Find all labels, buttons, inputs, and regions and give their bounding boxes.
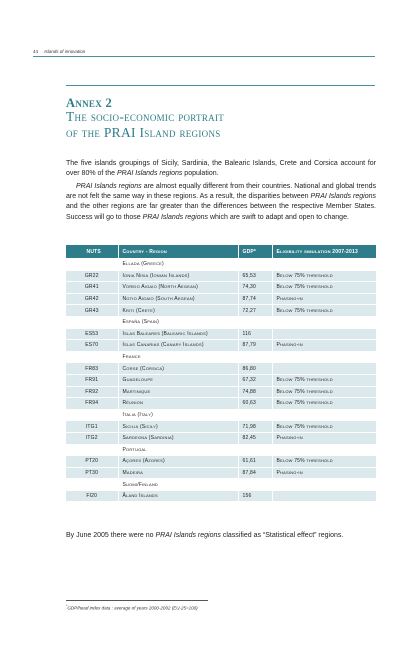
text-run: which are swift to adapt and open to change. <box>208 213 349 221</box>
table-row <box>66 340 376 352</box>
cell-eligibility: Below 75% threshold <box>272 456 376 468</box>
cell-eligibility: Below 75% threshold <box>272 305 376 317</box>
intro-paragraph-2 <box>66 182 376 223</box>
table-row <box>66 456 376 468</box>
eligibility-table <box>66 245 376 501</box>
cell-gdp <box>238 316 272 328</box>
footnote-marker: * <box>66 604 68 608</box>
cell-eligibility: Phasing-in <box>272 467 376 479</box>
text-run: classified as “Statistical effect” regions. <box>220 532 344 539</box>
cell-country-region: Portugal <box>118 444 238 456</box>
cell-eligibility <box>272 479 376 491</box>
cell-eligibility <box>272 444 376 456</box>
cell-gdp: 87,84 <box>238 467 272 479</box>
text-run: By June 2005 there were no <box>66 532 156 539</box>
cell-country-region: Guadeloupe <box>118 374 238 386</box>
cell-nuts <box>66 259 118 271</box>
text-run: are almost equally different from their countries. National and global trends are not felt the same way in these regions. As a result, the disparities between <box>66 183 376 201</box>
cell-nuts: FI20 <box>66 490 118 501</box>
annex-title-line-1: The socio-economic portrait <box>66 109 225 124</box>
cell-eligibility <box>272 316 376 328</box>
header-eligibility: Eligibility simulation 2007-2013 <box>272 245 376 259</box>
cell-gdp: 65,53 <box>238 270 272 282</box>
cell-country-region: Italia (Italy) <box>118 409 238 421</box>
cell-nuts: PT30 <box>66 467 118 479</box>
cell-country-region: Sicilia (Sicily) <box>118 421 238 433</box>
table-header-row <box>66 245 376 259</box>
cell-eligibility <box>272 259 376 271</box>
table-row <box>66 421 376 433</box>
footnote-text: GDP/head index data : average of years 2000-2002 (EU-25=100) <box>67 605 198 611</box>
table-body <box>66 259 376 502</box>
cell-eligibility <box>272 328 376 340</box>
intro-paragraph-1 <box>66 159 376 179</box>
cell-country-region: Islas Baleares (Balearic Islands) <box>118 328 238 340</box>
cell-eligibility <box>272 409 376 421</box>
cell-country-region: España (Spain) <box>118 316 238 328</box>
cell-nuts: ITG1 <box>66 421 118 433</box>
table-row <box>66 293 376 305</box>
table-row <box>66 328 376 340</box>
cell-gdp: 74,88 <box>238 386 272 398</box>
cell-eligibility <box>272 490 376 501</box>
cell-nuts: FR91 <box>66 374 118 386</box>
cell-gdp <box>238 479 272 491</box>
emphasis: PRAI Islands regions <box>116 170 183 178</box>
cell-eligibility: Below 75% threshold <box>272 374 376 386</box>
cell-country-region: Corse (Corsica) <box>118 363 238 375</box>
cell-gdp: 74,30 <box>238 282 272 294</box>
page-header <box>33 49 85 54</box>
cell-eligibility: Below 75% threshold <box>272 270 376 282</box>
cell-country-region: Martinique <box>118 386 238 398</box>
cell-gdp: 87,74 <box>238 293 272 305</box>
cell-eligibility: Below 75% threshold <box>272 421 376 433</box>
table-row <box>66 386 376 398</box>
text-run: and the other regions are far greater than the differences between the respective Member States. Success will go to those <box>66 203 376 221</box>
table-row <box>66 270 376 282</box>
cell-country-region: Voreio Aigaio (North Aegean) <box>118 282 238 294</box>
cell-nuts <box>66 316 118 328</box>
cell-nuts: FR94 <box>66 398 118 410</box>
cell-nuts: ES53 <box>66 328 118 340</box>
annex-title-line-2: of the PRAI Island regions <box>66 124 221 140</box>
text-run: population. <box>182 170 219 178</box>
cell-eligibility: Phasing-in <box>272 432 376 444</box>
cell-country-region: Åland Islands <box>118 490 238 501</box>
table-group-row <box>66 259 376 271</box>
cell-eligibility: Phasing-in <box>272 293 376 305</box>
annex-title <box>66 109 366 140</box>
emphasis: PRAI Islands regions <box>155 532 221 539</box>
cell-country-region: Ionia Nisia (Ionian Islands) <box>118 270 238 282</box>
header-gdp: GDP* <box>238 245 272 259</box>
table-row <box>66 374 376 386</box>
cell-eligibility: Below 75% threshold <box>272 398 376 410</box>
cell-country-region: Suomi/Finland <box>118 479 238 491</box>
emphasis: PRAI Islands regions <box>76 183 142 190</box>
cell-nuts <box>66 351 118 363</box>
header-country-region: Country - Region <box>118 245 238 259</box>
table-row <box>66 432 376 444</box>
emphasis: PRAI Islands regions <box>142 213 209 221</box>
cell-gdp: 60,63 <box>238 398 272 410</box>
table-row <box>66 305 376 317</box>
cell-gdp: 87,79 <box>238 340 272 352</box>
cell-gdp: 67,32 <box>238 374 272 386</box>
cell-eligibility: Below 75% threshold <box>272 282 376 294</box>
cell-eligibility: Below 75% threshold <box>272 386 376 398</box>
cell-nuts: ITG2 <box>66 432 118 444</box>
cell-nuts <box>66 479 118 491</box>
cell-country-region: Sardegna (Sardinia) <box>118 432 238 444</box>
cell-country-region: France <box>118 351 238 363</box>
cell-gdp: 61,61 <box>238 456 272 468</box>
cell-country-region: Réunion <box>118 398 238 410</box>
cell-gdp <box>238 351 272 363</box>
cell-eligibility <box>272 363 376 375</box>
cell-gdp: 116 <box>238 328 272 340</box>
cell-gdp: 71,98 <box>238 421 272 433</box>
table-group-row <box>66 316 376 328</box>
table-row <box>66 282 376 294</box>
table-group-row <box>66 409 376 421</box>
cell-gdp: 72,27 <box>238 305 272 317</box>
cell-eligibility <box>272 351 376 363</box>
cell-gdp: 156 <box>238 490 272 501</box>
cell-gdp <box>238 409 272 421</box>
page-number: 44 <box>33 49 39 54</box>
table-row <box>66 363 376 375</box>
table-row <box>66 467 376 479</box>
footnote <box>66 604 198 611</box>
table-group-row <box>66 444 376 456</box>
closing-paragraph <box>66 531 376 541</box>
cell-country-region: Kriti (Crete) <box>118 305 238 317</box>
footnote-rule <box>66 600 208 601</box>
cell-country-region: Notio Aigaio (South Aegean) <box>118 293 238 305</box>
cell-nuts: FR83 <box>66 363 118 375</box>
cell-gdp <box>238 259 272 271</box>
table-row <box>66 398 376 410</box>
section-rule <box>66 85 375 86</box>
cell-nuts: GR22 <box>66 270 118 282</box>
cell-nuts: GR42 <box>66 293 118 305</box>
cell-country-region: Ellada (Greece) <box>118 259 238 271</box>
cell-nuts: PT20 <box>66 456 118 468</box>
cell-gdp <box>238 444 272 456</box>
cell-nuts: FR92 <box>66 386 118 398</box>
cell-nuts: GR41 <box>66 282 118 294</box>
emphasis: PRAI Islands regions <box>310 193 377 201</box>
cell-nuts <box>66 444 118 456</box>
table-group-row <box>66 479 376 491</box>
cell-nuts: GR43 <box>66 305 118 317</box>
header-nuts: NUTS <box>66 245 118 259</box>
cell-country-region: Madeira <box>118 467 238 479</box>
running-title: Islands of innovation <box>44 49 86 54</box>
header-rule <box>33 56 375 57</box>
table-group-row <box>66 351 376 363</box>
text-run: The five islands groupings of Sicily, Sardinia, the Balearic Islands, Crete and Corsica account for over 80% of the <box>66 160 376 178</box>
cell-country-region: Açores (Azores) <box>118 456 238 468</box>
cell-eligibility: Phasing-in <box>272 340 376 352</box>
cell-nuts <box>66 409 118 421</box>
annex-label: Annex 2 <box>66 96 113 110</box>
table-row <box>66 490 376 501</box>
cell-nuts: ES70 <box>66 340 118 352</box>
cell-country-region: Islas Canarias (Canary Islands) <box>118 340 238 352</box>
cell-gdp: 86,80 <box>238 363 272 375</box>
cell-gdp: 82,45 <box>238 432 272 444</box>
